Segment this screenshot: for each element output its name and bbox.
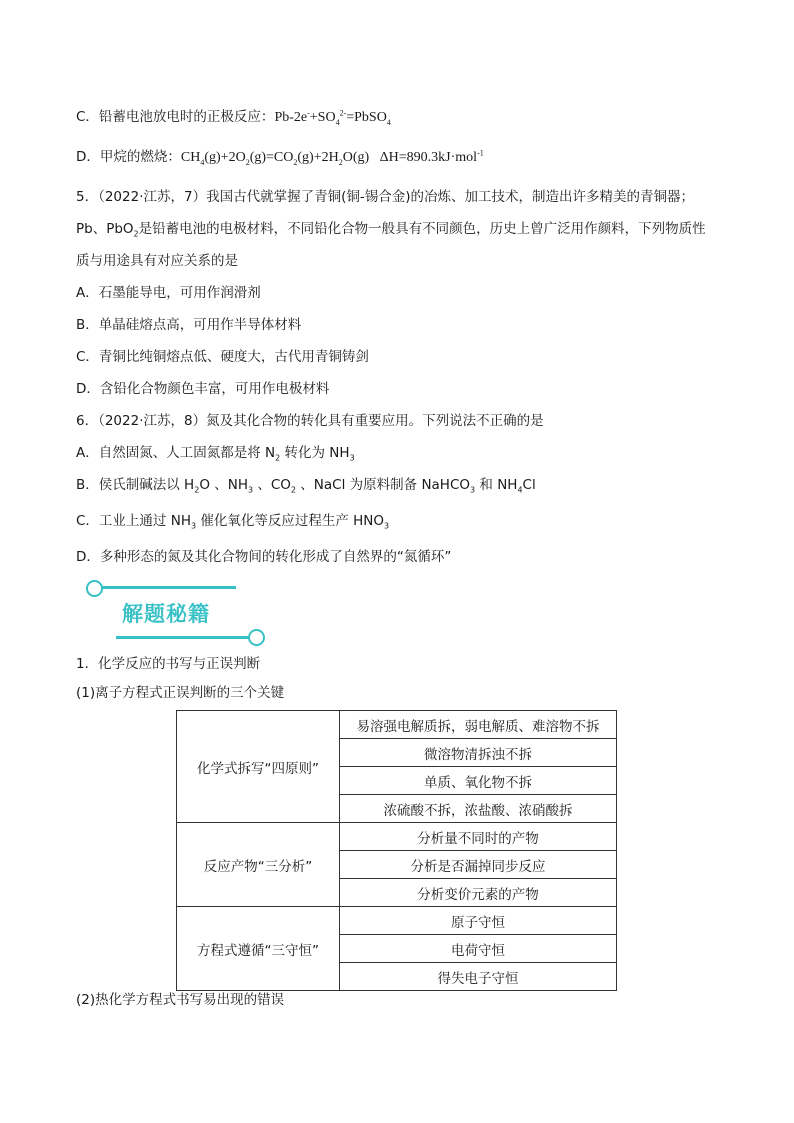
question-5-option-d: D．含铅化合物颜色丰富，可用作电极材料	[76, 381, 330, 397]
table-row	[177, 823, 617, 851]
question-5-option-a: A．石墨能导电，可用作润滑剂	[76, 285, 261, 301]
option-c-formula: $Pb-2e^-+SO_4^{2-}=PbSO_4$	[274, 108, 391, 127]
question-5-stem-2: Pb、PbO$_2$是铅蓄电池的电极材料，不同铅化合物一般具有不同颜色，历史上曾广泛用作颜料，下列物质性	[76, 221, 706, 239]
subheading-2: (2)热化学方程式书写易出现的错误	[76, 992, 285, 1008]
question-5-option-b: B．单晶硅熔点高，可用作半导体材料	[76, 317, 302, 333]
header-bar-top	[96, 586, 236, 589]
question-5-stem-3: 质与用途具有对应关系的是	[76, 253, 238, 269]
item-cell: 易溶强电解质拆，弱电解质、难溶物不拆	[340, 711, 617, 739]
item-cell: 浓硫酸不拆，浓盐酸、浓硝酸拆	[340, 795, 617, 823]
group-cell: 反应产物“三分析”	[177, 823, 340, 907]
header-ring-left	[86, 580, 103, 597]
item-cell: 微溶物清拆浊不拆	[340, 739, 617, 767]
item-cell: 原子守恒	[340, 907, 617, 935]
option-d-label: D．甲烷的燃烧：	[76, 149, 181, 165]
question-5-stem-1: 5．（2022·江苏，7）我国古代就掌握了青铜(铜-锡合金)的冶炼、加工技术，制造出许多精美的青铜器；	[76, 189, 694, 205]
section-title: 解题秘籍	[122, 602, 210, 626]
table-row	[177, 711, 617, 739]
question-6-stem: 6．（2022·江苏，8）氮及其化合物的转化具有重要应用。下列说法不正确的是	[76, 413, 544, 429]
question-6-option-c: C．工业上通过 $NH_3$ 催化氧化等反应过程生产 $HNO_3$	[76, 513, 390, 531]
item-cell: 分析是否漏掉同步反应	[340, 851, 617, 879]
rules-table	[176, 710, 617, 991]
group-cell: 化学式拆写“四原则”	[177, 711, 340, 823]
question-5-option-c: C．青铜比纯铜熔点低、硬度大，古代用青铜铸剑	[76, 349, 369, 365]
item-cell: 分析变价元素的产物	[340, 879, 617, 907]
option-c-label: C．铅蓄电池放电时的正极反应：	[76, 109, 275, 125]
rules-table-body	[177, 711, 617, 991]
question-6-option-b: B．侯氏制碱法以 $H_2O$ 、$NH_3$ 、$CO_2$ 、NaCl 为原料制备 NaHCO$_3$ 和 $NH_4Cl$	[76, 477, 536, 495]
option-d-line	[76, 148, 484, 167]
section-header	[76, 578, 276, 650]
table-row	[177, 907, 617, 935]
option-c-line	[76, 108, 391, 127]
group-cell: 方程式遵循“三守恒”	[177, 907, 340, 991]
option-d-formula: $CH_4(g)+2O_2(g)=CO_2(g)+2H_2O(g)$ ΔH=890.3kJ·mol$^{-1}$	[180, 148, 484, 167]
heading-1: 1．化学反应的书写与正误判断	[76, 656, 261, 672]
subheading-1: (1)离子方程式正误判断的三个关键	[76, 685, 285, 701]
question-6-option-a: A．自然固氮、人工固氮都是将 $N_2$ 转化为 $NH_3$	[76, 445, 355, 463]
item-cell: 单质、氧化物不拆	[340, 767, 617, 795]
header-ring-right	[248, 629, 265, 646]
item-cell: 分析量不同时的产物	[340, 823, 617, 851]
item-cell: 得失电子守恒	[340, 963, 617, 991]
question-6-option-d: D．多种形态的氮及其化合物间的转化形成了自然界的“氮循环”	[76, 549, 452, 565]
header-bar-bottom	[116, 636, 254, 639]
item-cell: 电荷守恒	[340, 935, 617, 963]
